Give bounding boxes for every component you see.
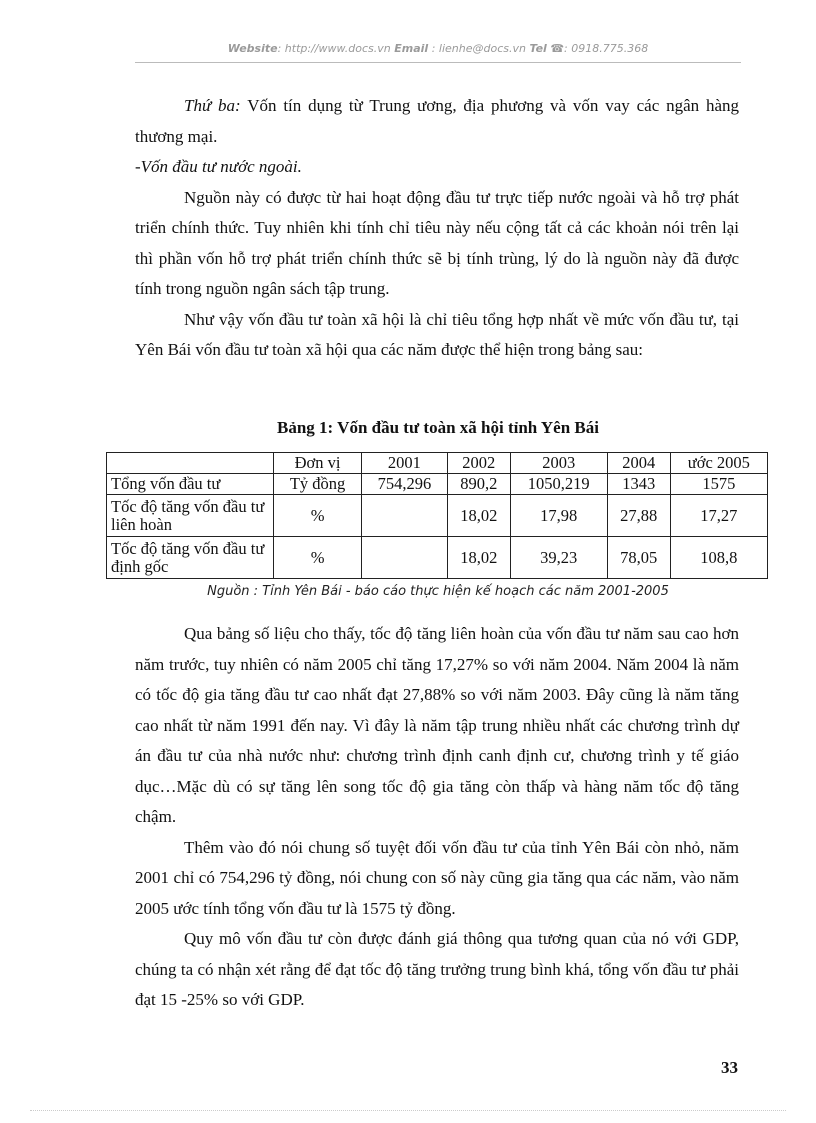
paragraph-thu-ba <box>135 91 739 152</box>
paragraph-absolute-value: Thêm vào đó nói chung số tuyệt đối vốn đầu tư của tỉnh Yên Bái còn nhỏ, năm 2001 chỉ có 754,296 tỷ đồng, nói chung con số này cũng gia tăng qua các năm, vào năm 2005 ước tính tổng vốn đầu tư là 1575 tỷ đồng. <box>135 837 739 918</box>
table-cell: 18,02 <box>447 537 510 579</box>
table-cell: Tổng vốn đầu tư <box>107 474 274 495</box>
paragraph-foreign-capital: -Vốn đầu tư nước ngoài. <box>135 157 302 176</box>
phone-icon: ☎ <box>550 42 565 55</box>
analysis-section <box>135 619 739 1016</box>
table-cell: 1050,219 <box>510 474 607 495</box>
table-cell: 17,27 <box>670 495 767 537</box>
intro-section <box>135 91 739 366</box>
tel-label: Tel <box>529 42 547 55</box>
table-cell <box>362 495 448 537</box>
table-cell: 1575 <box>670 474 767 495</box>
paragraph-source-desc: Nguồn này có được từ hai hoạt động đầu tư trực tiếp nước ngoài và hỗ trợ phát triển chính thức. Tuy nhiên khi tính chỉ tiêu này nếu cộng tất cả các khoản nói trên lại thì phần vốn hỗ trợ phát triển chính thức sẽ bị tính trùng, lý do là nguồn này đã được tính trong nguồn ngân sách tập trung. <box>135 187 739 298</box>
page-number: 33 <box>721 1058 738 1077</box>
table-cell: 1343 <box>607 474 670 495</box>
paragraph-gdp: Quy mô vốn đầu tư còn được đánh giá thông qua tương quan của nó với GDP, chúng ta có nhận xét rằng để đạt tốc độ tăng trưởng trung bình khá, tổng vốn đầu tư phải đạt 15 -25% so với GDP. <box>135 929 739 1009</box>
table-cell: % <box>274 537 362 579</box>
table-cell <box>362 537 448 579</box>
paragraph-analysis: Qua bảng số liệu cho thấy, tốc độ tăng liên hoàn của vốn đầu tư năm sau cao hơn năm trước, tuy nhiên có năm 2005 chỉ tăng 17,27% so với năm 2004. Năm 2004 là năm có tốc độ gia tăng đầu tư cao nhất đạt 27,88% so với năm 2003. Đây cũng là năm tăng cao nhất từ năm 1991 đến nay. Vì đây là năm tập trung nhiều nhất các chương trình dự án đầu tư của nhà nước như: chương trình định canh định cư, chương trình y tế giáo dục…Mặc dù có sự tăng lên song tốc độ gia tăng còn thấp và hàng năm tốc độ tăng chậm. <box>135 624 739 826</box>
table-cell: 754,296 <box>362 474 448 495</box>
table-cell: 890,2 <box>447 474 510 495</box>
table-header-cell: 2003 <box>510 453 607 474</box>
table-cell: 27,88 <box>607 495 670 537</box>
page-header <box>135 42 741 55</box>
email-label: Email <box>394 42 429 55</box>
table-cell: Tỷ đồng <box>274 474 362 495</box>
email-value: : lienhe@docs.vn <box>431 42 526 55</box>
table-header-cell: 2002 <box>447 453 510 474</box>
table-header-cell: Đơn vị <box>274 453 362 474</box>
table-cell: % <box>274 495 362 537</box>
table-row <box>107 495 768 537</box>
table-header-cell <box>107 453 274 474</box>
website-value: : http://www.docs.vn <box>277 42 391 55</box>
table-cell: 78,05 <box>607 537 670 579</box>
table-row <box>107 537 768 579</box>
table-cell: 17,98 <box>510 495 607 537</box>
table-cell: Tốc độ tăng vốn đầu tư định gốc <box>107 537 274 579</box>
website-label: Website <box>227 42 278 55</box>
table-source-note: Nguồn : Tỉnh Yên Bái - báo cáo thực hiện kế hoạch các năm 2001-2005 <box>207 584 669 599</box>
table-row <box>107 474 768 495</box>
table-cell: 39,23 <box>510 537 607 579</box>
paragraph-text: Vốn tín dụng từ Trung ương, địa phương và vốn vay các ngân hàng thương mại. <box>135 96 739 146</box>
table-header-cell: 2004 <box>607 453 670 474</box>
footer-divider <box>30 1110 786 1111</box>
paragraph-lead: Thứ ba: <box>184 96 241 115</box>
table-cell: 108,8 <box>670 537 767 579</box>
table-header-cell: ước 2005 <box>670 453 767 474</box>
paragraph-intro-table: Như vậy vốn đầu tư toàn xã hội là chỉ tiêu tổng hợp nhất về mức vốn đầu tư, tại Yên Bái vốn đầu tư toàn xã hội qua các năm được thể hiện trong bảng sau: <box>135 309 739 359</box>
investment-table <box>106 452 768 579</box>
header-divider <box>135 62 741 63</box>
table-header-cell: 2001 <box>362 453 448 474</box>
table-cell: Tốc độ tăng vốn đầu tư liên hoàn <box>107 495 274 537</box>
table-caption: Bảng 1: Vốn đầu tư toàn xã hội tỉnh Yên Bái <box>277 418 599 437</box>
table-header-row <box>107 453 768 474</box>
table-cell: 18,02 <box>447 495 510 537</box>
tel-value: : 0918.775.368 <box>564 42 649 55</box>
